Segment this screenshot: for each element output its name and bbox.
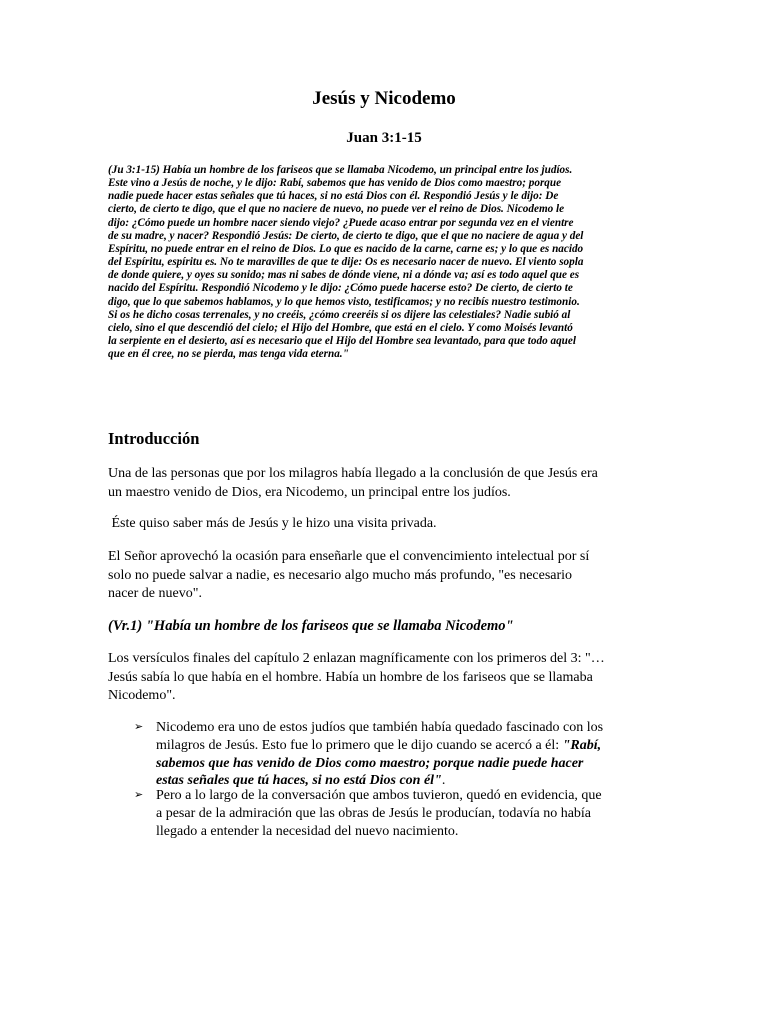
scripture-line: la serpiente en el desierto, así es necesario que el Hijo del Hombre sea levantado, para que todo aquel [108, 335, 576, 348]
scripture-line: Este vino a Jesús de noche, y le dijo: Rabí, sabemos que has venido de Dios como maestro; porque [108, 177, 562, 190]
intro-paragraph-1 [108, 465, 668, 502]
bullet-text [156, 787, 676, 840]
paragraph-line: un maestro venido de Dios, era Nicodemo, un principal entre los judíos. [108, 484, 511, 500]
bullet-line [156, 737, 676, 755]
paragraph-line: Una de las personas que por los milagros había llegado a la conclusión de que Jesús era [108, 466, 598, 481]
intro-paragraph-2: Éste quiso saber más de Jesús y le hizo una visita privada. [108, 516, 437, 531]
scripture-line: (Ju 3:1-15) Había un hombre de los fariseos que se llamaba Nicodemo, un principal entre los judíos. [108, 164, 573, 176]
arrow-bullet-icon: ➢ [134, 789, 144, 801]
bullet-item [108, 719, 668, 791]
paragraph-line: Nicodemo". [108, 688, 176, 703]
scripture-reference: Juan 3:1-15 [346, 130, 422, 146]
scripture-line: nadie puede hacer estas señales que tú haces, si no está Dios con él. Respondió Jesús y le dijo: De [108, 190, 559, 203]
bullet-text-plain: milagros de Jesús. Esto fue lo primero que le dijo cuando se acercó a él: [156, 737, 563, 753]
bullet-line: a pesar de la admiración que las obras de Jesús le producían, todavía no había [156, 805, 592, 821]
scripture-line: de su madre, y nacer? Respondió Jesús: De cierto, de cierto te digo, que el que no naciere de agua y del [108, 229, 584, 242]
scripture-line: cierto, de cierto te digo, que el que no naciere de nuevo, no puede ver el reino de Dios. Nicodemo le [108, 203, 565, 216]
bullet-item [108, 787, 668, 841]
arrow-bullet-icon: ➢ [134, 721, 144, 733]
bullet-line: Nicodemo era uno de estos judíos que también había quedado fascinado con los [156, 720, 604, 735]
scripture-line: nacido del Espíritu. Respondió Nicodemo y le dijo: ¿Cómo puede hacerse esto? De cierto, de cierto te [108, 282, 573, 295]
bullet-line: Pero a lo largo de la conversación que ambos tuvieron, quedó en evidencia, que [156, 788, 602, 803]
bullet-quote: "Rabí, [562, 737, 602, 753]
section-heading-introduction: Introducción [108, 429, 200, 448]
paragraph-line: Jesús sabía lo que había en el hombre. Había un hombre de los fariseos que se llamaba [108, 669, 593, 685]
scripture-line: Si os he dicho cosas terrenales, y no creéis, ¿cómo creeréis si os dijere las celestiales? Nadie subió al [108, 308, 571, 321]
scripture-passage [108, 164, 660, 361]
bullet-text [156, 719, 676, 790]
bullet-line: llegado a entender la necesidad del nuevo nacimiento. [156, 823, 459, 839]
intro-paragraph-3 [108, 548, 668, 604]
bullet-quote: sabemos que has venido de Dios como maestro; porque nadie puede hacer [156, 755, 584, 771]
scripture-line: digo, que lo que sabemos hablamos, y lo que hemos visto, testificamos; y no recibís nuestro testimonio. [108, 295, 580, 308]
scripture-line: que en él cree, no se pierda, mas tenga vida eterna." [108, 348, 349, 361]
paragraph-line: nacer de nuevo". [108, 586, 202, 601]
scripture-line: del Espíritu, espíritu es. No te maravilles de que te dije: Os es necesario nacer de nuevo. El viento sopla [108, 256, 584, 269]
scripture-line: de donde quiere, y oyes su sonido; mas ni sabes de dónde viene, ni a dónde va; así es todo aquel que es [108, 269, 580, 282]
bullet-quote: estas señales que tú haces, si no está Dios con él" [156, 773, 442, 789]
paragraph-line: Los versículos finales del capítulo 2 enlazan magníficamente con los primeros del 3: "… [108, 651, 605, 666]
verse-heading: (Vr.1) "Había un hombre de los fariseos que se llamaba Nicodemo" [108, 618, 514, 634]
scripture-line: cielo, sino el que descendió del cielo; el Hijo del Hombre, que está en el cielo. Y como Moisés levantó [108, 321, 573, 334]
paragraph-line: El Señor aprovechó la ocasión para enseñarle que el convencimiento intelectual por sí [108, 549, 590, 564]
scripture-line: dijo: ¿Cómo puede un hombre nacer siendo viejo? ¿Puede acaso entrar por segunda vez en el vientre [108, 216, 574, 229]
scripture-line: Espíritu, no puede entrar en el reino de Dios. Lo que es nacido de la carne, carne es; y lo que es nacido [108, 242, 584, 255]
bullet-text-plain: . [441, 773, 446, 789]
verse-paragraph [108, 650, 668, 706]
page-title: Jesús y Nicodemo [312, 88, 456, 109]
paragraph-line: solo no puede salvar a nadie, es necesario algo mucho más profundo, "es necesario [108, 567, 573, 583]
